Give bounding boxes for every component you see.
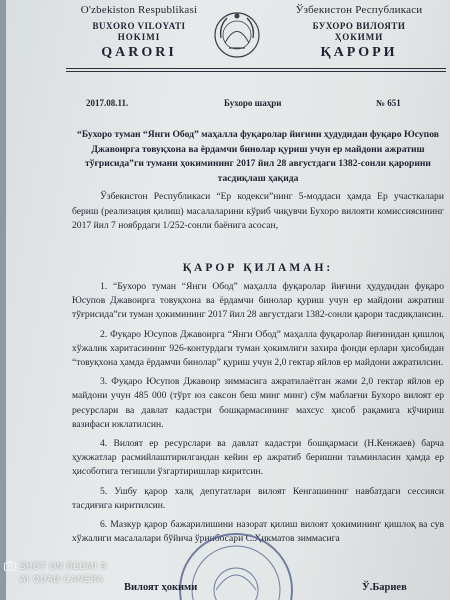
decision-heading: ҚАРОР ҚИЛАМАН: [182,262,334,274]
camera-icon [4,561,16,571]
header-latin [64,4,214,61]
header-latin-doc-type: QARORI [101,45,177,60]
decision-item: 6. Мазкур қарор бажарилишини назорат қилиш вилоят ҳокимининг қишлоқ ва сув хўжалиги масалалари бўйича ўринбосари С.Ҳикматов зиммасига [72,519,444,545]
decision-item: 5. Ушбу қарор халқ депутатлари вилоят Кенгашининг навбатдаги сессияси тасдиғига киритилсин. [72,485,444,511]
watermark-line2: AI QUAD CAMERA [20,575,104,585]
header-cyrillic-region: БУХОРО ВИЛОЯТИ [312,21,406,31]
signatory-name: Ў.Бариев [362,582,407,593]
header-latin-region: BUXORO VILOYATI [92,21,186,31]
decision-item: 1. “Бухоро туман “Янги Обод” маҳалла фуқаролар йиғини ҳудудидан фуқаро Юсупов Джавоирга товуқхона ва ёрдамчи бинолар қуриш учун ер майдони ажратиш тўғрисида”ги туман ҳокимининг 2017 йил 28 августдаги 1382-сонли қарори тасдиқлансин. [72,281,444,321]
watermark-line1: SHOT ON REDMI 9 [20,562,107,572]
decision-items [72,280,444,551]
header-latin-office: HOKIMI [117,32,161,42]
decision-item: 2. Фуқаро Юсупов Джавоирга “Янги Обод” маҳалла фуқаролар йиғинидан қишлоқ хўжалик харитасининг 926-контурдаги туман ҳокимлиги захира фонди ерлари ҳисобидан “товуқхона ҳамда ёрдамчи бинолар” қуриш учун 2,0 гектар яйлов ер майдони ажратилсин. [72,328,444,369]
state-emblem-icon [211,8,263,60]
header-cyrillic-doc-type: ҚАРОРИ [320,45,398,60]
header-cyrillic [274,4,444,61]
header-cyrillic-office: ҲОКИМИ [334,32,384,42]
document-city: Бухоро шаҳри [224,98,282,108]
header-divider-thin [66,71,446,72]
document-date: 2017.08.11. [86,98,129,108]
header-divider [66,68,446,69]
header-cyrillic-republic: Ўзбекистон Республикаси [295,4,423,16]
signatory-title: Вилоят ҳокими [124,582,198,593]
document-preamble: Ўзбекистон Республикаси “Ер кодекси”нинг 5-моддаси ҳамда Ер участкалари бериш (реализация қилиш) масалаларини кўриб чиқувчи Бухоро вилояти комиссиясининг 2017 йил 7 ноябрдаги 1/252-сонли баёнига асосан, [72,191,444,231]
document-page [6,0,450,600]
decision-item: 3. Фуқаро Юсупов Джавоир зиммасига ажратилаётган жами 2,0 гектар яйлов ер майдони учун 485 000 (тўрт юз саксон беш минг минг) сўм маблағни Бухоро вилоят ер ресурслари ва давлат кадастри бошқармасининг махсус ҳисоб рақамига кўчириш вазифаси юклатилсин. [72,376,444,430]
document-title: “Бухоро туман “Янги Обод” маҳалла фуқаролар йиғини ҳудудидан фуқаро Юсупов Джавоирга товуқхона ва ёрдамчи бинолар қуриш учун ер майдони ажратиш тўғрисида”ги тумани ҳокимининг 2017 йил 28 августдаги 1382-сонли қарорини тасдиқлаш ҳақида [77,129,439,184]
header-latin-republic: O'zbekiston Respublikasi [80,4,198,16]
document-number: № 651 [376,98,401,108]
decision-item: 4. Вилоят ер ресурслари ва давлат кадастри бошқармаси (Н.Кенжаев) барча ҳужжатлар расмийлаштирилгандан кейин ер ажратиб беришни таъминласин ҳамда ер ҳисоботига тегишли ўзгартиришлар киритсин. [72,438,444,478]
